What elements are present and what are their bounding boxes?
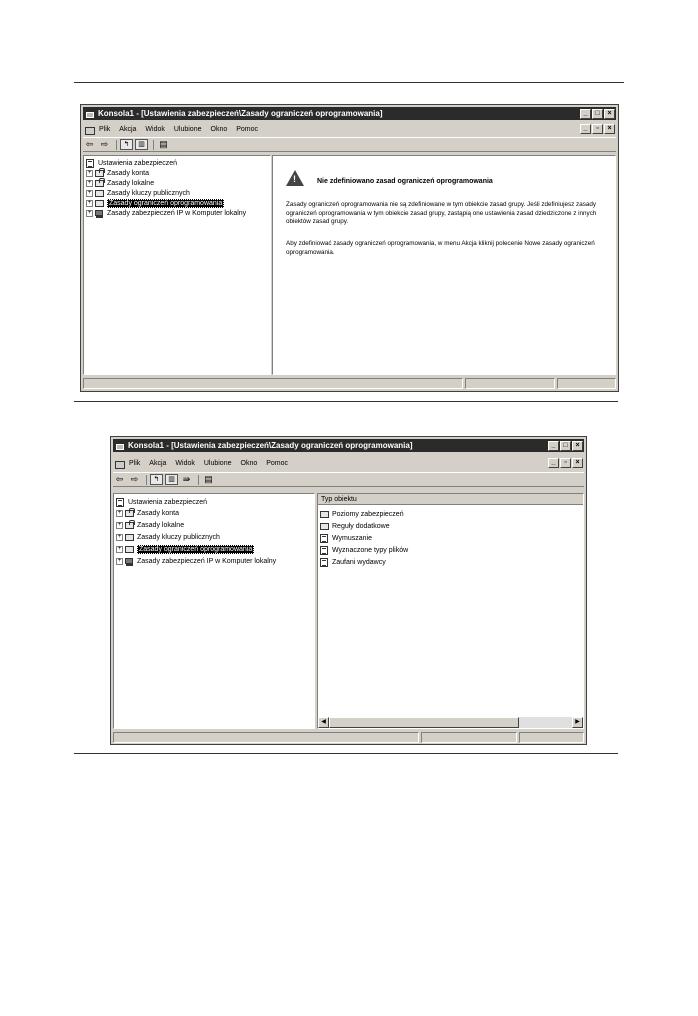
menu-view[interactable]: Widok bbox=[175, 459, 195, 467]
menu-help[interactable]: Pomoc bbox=[236, 125, 259, 133]
console-icon bbox=[115, 441, 125, 451]
folder-icon bbox=[95, 199, 105, 207]
menu-bar bbox=[83, 123, 616, 135]
expand-icon[interactable]: + bbox=[117, 545, 122, 552]
tree-item-label: Zasady konta bbox=[107, 169, 150, 177]
folder-lock-icon bbox=[95, 179, 105, 187]
expand-icon[interactable]: + bbox=[87, 179, 92, 186]
tree-item-label-selected: Zasady ograniczeń oprogramowania bbox=[109, 199, 223, 207]
folder-icon bbox=[320, 510, 330, 518]
show-tree-icon[interactable]: ▥ bbox=[135, 139, 148, 150]
scrollbar-track[interactable] bbox=[519, 717, 572, 728]
settings-doc-icon bbox=[320, 558, 330, 566]
export-list-icon[interactable]: ⇛ bbox=[182, 474, 191, 484]
list-pane[interactable] bbox=[317, 493, 584, 729]
expand-icon[interactable]: + bbox=[87, 209, 92, 216]
expand-icon[interactable]: + bbox=[117, 533, 122, 540]
console-icon bbox=[85, 109, 95, 119]
tree-item-label: Zasady zabezpieczeń IP w Komputer lokalny bbox=[137, 557, 277, 565]
message-title: Nie zdefiniowano zasad ograniczeń oprogramowania bbox=[317, 178, 493, 185]
menu-window[interactable]: Okno bbox=[210, 125, 228, 133]
window-title: Konsola1 - [Ustawienia zabezpieczeń\Zasady ograniczeń oprogramowania] bbox=[98, 109, 383, 118]
status-cell-main bbox=[83, 378, 463, 389]
properties-icon[interactable]: ▤ bbox=[204, 474, 213, 484]
properties-icon[interactable]: ▤ bbox=[159, 139, 168, 149]
horizontal-scrollbar[interactable] bbox=[318, 717, 583, 728]
doc-icon bbox=[116, 498, 126, 506]
window-title: Konsola1 - [Ustawienia zabezpieczeń\Zasady ograniczeń oprogramowania] bbox=[128, 441, 413, 450]
status-cell-3 bbox=[557, 378, 616, 389]
list-item-label: Zaufani wydawcy bbox=[332, 558, 386, 566]
warning-icon bbox=[286, 170, 304, 186]
tree-item-label: Zasady konta bbox=[137, 509, 180, 517]
child-restore-button[interactable]: ▫ bbox=[560, 458, 571, 468]
list-item-label: Reguły dodatkowe bbox=[332, 522, 390, 530]
list-item[interactable] bbox=[320, 557, 386, 567]
tree-item-label: Ustawienia zabezpieczeń bbox=[128, 498, 207, 506]
status-bar bbox=[83, 378, 616, 389]
minimize-button[interactable]: _ bbox=[548, 441, 559, 451]
scroll-left-icon[interactable]: ◀ bbox=[318, 717, 329, 728]
tree-item-root[interactable] bbox=[86, 158, 177, 168]
toolbar-separator bbox=[198, 475, 199, 485]
folder-lock-icon bbox=[125, 521, 135, 529]
settings-doc-icon bbox=[320, 546, 330, 554]
tree-item-label: Zasady zabezpieczeń IP w Komputer lokalny bbox=[107, 209, 247, 217]
tree-item-label: Zasady kluczy publicznych bbox=[137, 533, 220, 541]
menu-bar bbox=[113, 457, 584, 469]
forward-arrow-icon[interactable]: ⇨ bbox=[130, 474, 139, 484]
menu-action[interactable]: Akcja bbox=[149, 459, 167, 467]
status-cell-2 bbox=[465, 378, 555, 389]
tree-item-software-restriction[interactable] bbox=[86, 198, 224, 208]
title-bar bbox=[83, 107, 616, 120]
folder-icon bbox=[320, 522, 330, 530]
folder-lock-icon bbox=[125, 509, 135, 517]
tree-item-public-key-policies[interactable] bbox=[116, 532, 220, 542]
message-paragraph-2: Aby zdefiniować zasady ograniczeń oprogramowania, w menu Akcja kliknij polecenie Nowe zasady ograniczeń oprogramowania. bbox=[286, 240, 595, 256]
doc-icon bbox=[86, 159, 96, 167]
child-minimize-button[interactable]: _ bbox=[548, 458, 559, 468]
menu-favorites[interactable]: Ulubione bbox=[203, 459, 232, 467]
minimize-button[interactable]: _ bbox=[580, 109, 591, 119]
computer-icon bbox=[125, 557, 135, 565]
tree-item-account-policies[interactable] bbox=[86, 168, 149, 178]
list-item-label: Wymuszanie bbox=[332, 534, 373, 542]
folder-icon bbox=[125, 533, 135, 541]
child-close-button[interactable]: × bbox=[572, 458, 583, 468]
menu-file[interactable]: Plik bbox=[129, 459, 141, 467]
result-pane bbox=[272, 155, 616, 375]
child-close-button[interactable]: × bbox=[604, 124, 615, 134]
maximize-button[interactable]: □ bbox=[560, 441, 571, 451]
menu-file[interactable]: Plik bbox=[99, 125, 111, 133]
mmc-window-1 bbox=[80, 104, 619, 392]
list-item[interactable] bbox=[320, 509, 404, 519]
expand-icon[interactable]: + bbox=[117, 557, 122, 564]
console-menu-icon[interactable] bbox=[115, 459, 125, 468]
tree-item-label-selected: Zasady ograniczeń oprogramowania bbox=[139, 545, 253, 553]
menu-help[interactable]: Pomoc bbox=[266, 459, 289, 467]
close-button[interactable]: × bbox=[604, 109, 615, 119]
page-rule-top bbox=[74, 82, 624, 83]
page-rule-bottom bbox=[74, 753, 618, 754]
mmc-window-2 bbox=[110, 436, 587, 745]
list-item[interactable] bbox=[320, 521, 390, 531]
toolbar-separator bbox=[153, 140, 154, 150]
status-cell-3 bbox=[519, 732, 584, 743]
toolbar bbox=[113, 472, 584, 487]
expand-icon[interactable]: + bbox=[117, 509, 122, 516]
back-arrow-icon[interactable]: ⇦ bbox=[85, 139, 94, 149]
folder-lock-icon bbox=[95, 169, 105, 177]
up-level-icon[interactable]: ↰ bbox=[120, 139, 133, 150]
tree-item-local-policies[interactable] bbox=[116, 520, 184, 530]
back-arrow-icon[interactable]: ⇦ bbox=[115, 474, 124, 484]
toolbar-separator bbox=[116, 140, 117, 150]
list-item[interactable] bbox=[320, 533, 372, 543]
page-rule-middle bbox=[74, 401, 618, 402]
settings-doc-icon bbox=[320, 534, 330, 542]
title-bar bbox=[113, 439, 584, 452]
tree-pane[interactable] bbox=[113, 493, 315, 729]
folder-icon bbox=[95, 189, 105, 197]
status-cell-main bbox=[113, 732, 419, 743]
status-cell-2 bbox=[421, 732, 517, 743]
forward-arrow-icon[interactable]: ⇨ bbox=[100, 139, 109, 149]
scrollbar-thumb[interactable] bbox=[329, 717, 519, 728]
tree-item-public-key-policies[interactable] bbox=[86, 188, 190, 198]
tree-item-label: Zasady lokalne bbox=[107, 179, 155, 187]
show-tree-icon[interactable]: ▥ bbox=[165, 474, 178, 485]
tree-item-account-policies[interactable] bbox=[116, 508, 179, 518]
toolbar-separator bbox=[146, 475, 147, 485]
tree-item-ip-security[interactable] bbox=[116, 556, 276, 566]
tree-item-label: Zasady lokalne bbox=[137, 521, 185, 529]
menu-action[interactable]: Akcja bbox=[119, 125, 137, 133]
message-paragraph-1: Zasady ograniczeń oprogramowania nie są zdefiniowane w tym obiekcie zasad grupy. Jeśli zdefiniujesz zasady ograniczeń oprogramowania w tym obiekcie zasad grupy, zastąpią one ustawienia zasad dziedziczone z innych obiektów zasad grupy. bbox=[286, 201, 597, 225]
expand-icon[interactable]: + bbox=[87, 189, 92, 196]
tree-item-ip-security[interactable] bbox=[86, 208, 246, 218]
tree-item-software-restriction[interactable] bbox=[116, 544, 254, 554]
child-restore-button[interactable]: ▫ bbox=[592, 124, 603, 134]
tree-item-root[interactable] bbox=[116, 497, 207, 507]
scroll-right-icon[interactable]: ▶ bbox=[572, 717, 583, 728]
up-level-icon[interactable]: ↰ bbox=[150, 474, 163, 485]
menu-window[interactable]: Okno bbox=[240, 459, 258, 467]
toolbar bbox=[83, 137, 616, 152]
list-item-label: Wyznaczone typy plików bbox=[332, 546, 409, 554]
folder-icon bbox=[125, 545, 135, 553]
expand-icon[interactable]: + bbox=[87, 169, 92, 176]
column-header-object-type[interactable]: Typ obiektu bbox=[318, 494, 583, 505]
list-item-label: Poziomy zabezpieczeń bbox=[332, 510, 404, 518]
close-button[interactable]: × bbox=[572, 441, 583, 451]
computer-icon bbox=[95, 209, 105, 217]
expand-icon[interactable]: + bbox=[87, 199, 92, 206]
tree-pane[interactable] bbox=[83, 155, 271, 375]
tree-item-local-policies[interactable] bbox=[86, 178, 154, 188]
tree-item-label: Ustawienia zabezpieczeń bbox=[98, 159, 177, 167]
console-menu-icon[interactable] bbox=[85, 125, 95, 134]
maximize-button[interactable]: □ bbox=[592, 109, 603, 119]
menu-view[interactable]: Widok bbox=[145, 125, 165, 133]
list-item[interactable] bbox=[320, 545, 408, 555]
expand-icon[interactable]: + bbox=[117, 521, 122, 528]
tree-item-label: Zasady kluczy publicznych bbox=[107, 189, 190, 197]
child-minimize-button[interactable]: _ bbox=[580, 124, 591, 134]
menu-favorites[interactable]: Ulubione bbox=[173, 125, 202, 133]
status-bar bbox=[113, 732, 584, 743]
